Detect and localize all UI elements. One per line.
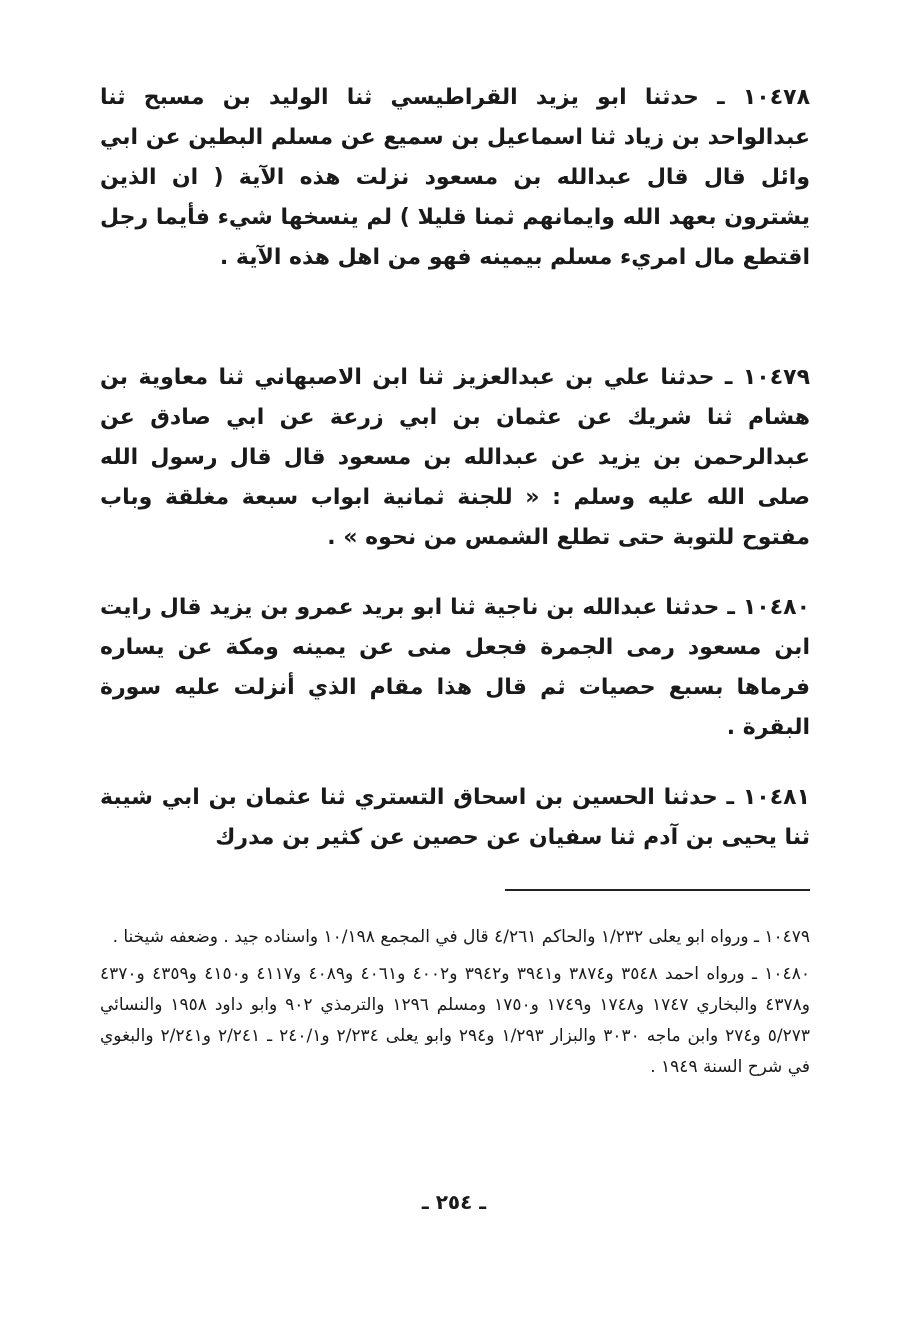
hadith-text: ١٠٤٧٩ ـ حدثنا علي بن عبدالعزيز ثنا ابن الاصبهاني ثنا معاوية بن هشام ثنا شريك عن عثمان بن ابي زرعة عن ابي صادق عن عبدالرحمن بن يزيد عن عبدالله بن مسعود قال قال رسول الله صلى الله عليه وسلم : « للجنة ثمانية ابواب سبعة مغلقة وباب مفتوح للتوبة حتى تطلع الشمس من نحوه » . — [100, 365, 810, 550]
hadith-10479 — [100, 358, 810, 558]
footnotes — [100, 922, 810, 1089]
hadith-text: ١٠٤٨٠ ـ حدثنا عبدالله بن ناجية ثنا ابو بريد عمرو بن يزيد قال رايت ابن مسعود رمى الجمرة فجعل منى عن يمينه ومكة عن يساره فرماها بسبع حصيات ثم قال هذا مقام الذي أنزلت عليه سورة البقرة . — [100, 595, 810, 740]
hadith-10480 — [100, 588, 810, 748]
hadith-10481 — [100, 778, 810, 858]
page-number: ـ ٢٥٤ ـ — [421, 1190, 487, 1214]
hadith-text: ١٠٤٧٨ ـ حدثنا ابو يزيد القراطيسي ثنا الوليد بن مسبح ثنا عبدالواحد بن زياد ثنا اسماعيل بن سميع عن مسلم البطين عن ابي وائل قال قال عبدالله بن مسعود نزلت هذه الآية ( ان الذين يشترون بعهد الله وايمانهم ثمنا قليلا ) لم ينسخها شيء فأيما رجل اقتطع مال امريء مسلم بيمينه فهو من اهل هذه الآية . — [100, 85, 810, 270]
footnote-10480: ١٠٤٨٠ ـ ورواه احمد ٣٥٤٨ و٣٨٧٤ و٣٩٤١ و٣٩٤٢ و٤٠٠٢ و٤٠٦١ و٤٠٨٩ و٤١١٧ و٤١٥٠ و٤٣٥٩ و٤٣٧٠ و٤٣٧٨ والبخاري ١٧٤٧ و١٧٤٨ و١٧٤٩ و١٧٥٠ ومسلم ١٢٩٦ والترمذي ٩٠٢ وابو داود ١٩٥٨ والنسائي ٥/٢٧٣ و٢٧٤ وابن ماجه ٣٠٣٠ والبزار ١/٢٩٣ و٢٩٤ وابو يعلى ٢/٢٣٤ و٢٤٠/١ ـ ٢/٢٤١ و٢/٢٤١ والبغوي في شرح السنة ١٩٤٩ . — [100, 964, 810, 1077]
hadith-text: ١٠٤٨١ ـ حدثنا الحسين بن اسحاق التستري ثنا عثمان بن ابي شيبة ثنا يحيى بن آدم ثنا سفيان عن حصين عن كثير بن مدرك — [100, 785, 810, 850]
footnote-divider — [505, 889, 810, 891]
footnote-10479: ١٠٤٧٩ ـ ورواه ابو يعلى ١/٢٣٢ والحاكم ٤/٢٦١ قال في المجمع ١٠/١٩٨ واسناده جيد . وضعفه شيخنا . — [112, 927, 810, 947]
hadith-10478 — [100, 78, 810, 278]
